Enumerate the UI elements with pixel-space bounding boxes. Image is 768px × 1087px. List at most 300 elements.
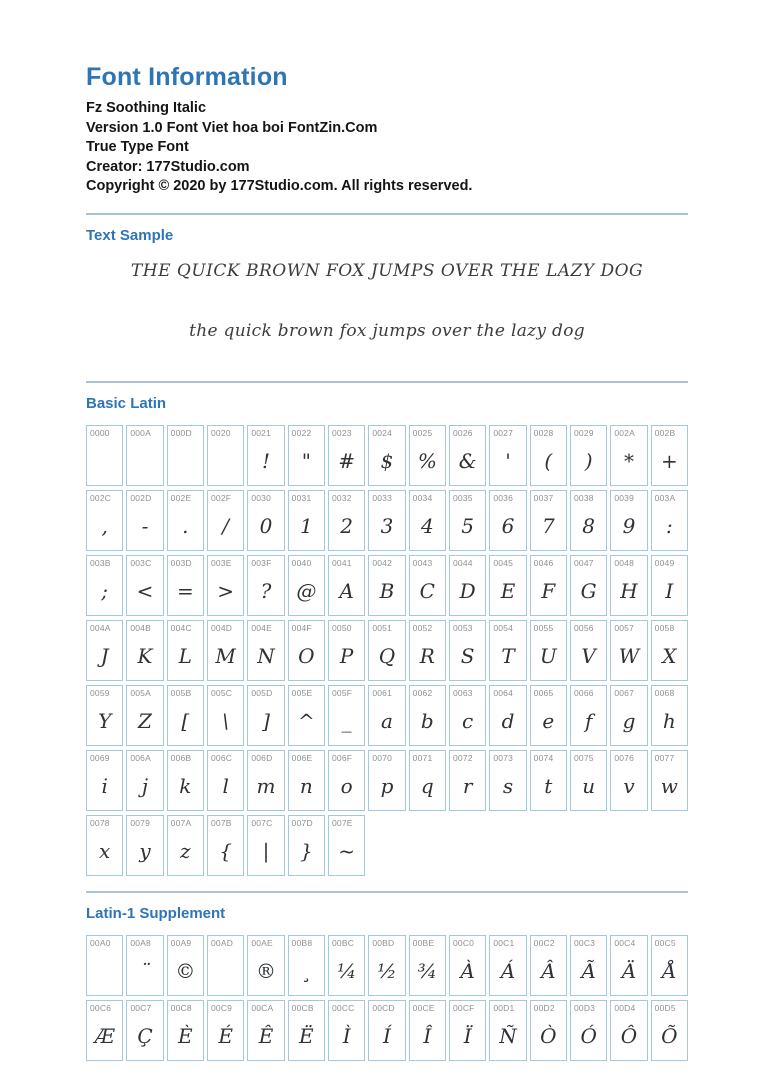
codepoint-label: 0055 bbox=[533, 622, 554, 633]
glyph-cell-0000 bbox=[86, 425, 123, 486]
glyph-cell-004B bbox=[126, 620, 163, 681]
glyph: Ì bbox=[342, 1023, 351, 1048]
codepoint-label: 0036 bbox=[493, 492, 514, 503]
glyph-cell-0028 bbox=[530, 425, 567, 486]
glyph: h bbox=[662, 708, 676, 733]
glyph: # bbox=[338, 448, 356, 473]
glyph: Ë bbox=[299, 1023, 314, 1048]
glyph: Â bbox=[541, 958, 556, 983]
codepoint-label: 0043 bbox=[412, 557, 433, 568]
glyph: = bbox=[176, 578, 194, 603]
glyph-cell-007E bbox=[328, 815, 365, 876]
glyph-cell-0024 bbox=[368, 425, 405, 486]
codepoint-label: 002B bbox=[654, 427, 676, 438]
font-copyright: Copyright © 2020 by 177Studio.com. All rights reserved. bbox=[86, 178, 473, 194]
glyph: K bbox=[137, 643, 153, 668]
glyph: A bbox=[339, 578, 354, 603]
glyph-cell-0030 bbox=[247, 490, 284, 551]
glyph: 7 bbox=[541, 513, 555, 538]
glyph-cell-0066 bbox=[570, 685, 607, 746]
codepoint-label: 0048 bbox=[614, 557, 635, 568]
glyph: E bbox=[500, 578, 516, 603]
codepoint-label: 00D5 bbox=[654, 1002, 676, 1013]
glyph-cell-00D5 bbox=[651, 1000, 688, 1061]
glyph: { bbox=[219, 838, 233, 863]
glyph: É bbox=[218, 1023, 233, 1048]
glyph-cell-003E bbox=[207, 555, 244, 616]
codepoint-label: 004E bbox=[251, 622, 272, 633]
glyph: © bbox=[175, 958, 196, 983]
glyph: > bbox=[217, 578, 235, 603]
glyph: 8 bbox=[582, 513, 596, 538]
glyph-cell-0039 bbox=[610, 490, 647, 551]
codepoint-label: 0064 bbox=[493, 687, 514, 698]
glyph: Y bbox=[98, 708, 112, 733]
codepoint-label: 00C5 bbox=[654, 937, 676, 948]
glyph-cell-003A bbox=[651, 490, 688, 551]
glyph-cell-0049 bbox=[651, 555, 688, 616]
page-content bbox=[86, 62, 688, 1061]
codepoint-label: 00D3 bbox=[573, 1002, 596, 1013]
glyph-cell-0040 bbox=[288, 555, 325, 616]
codepoint-label: 00CF bbox=[452, 1002, 475, 1013]
glyph: e bbox=[542, 708, 555, 733]
glyph: Ç bbox=[137, 1023, 153, 1048]
page-title: Font Information bbox=[86, 63, 288, 91]
glyph-cell-0046 bbox=[530, 555, 567, 616]
glyph: r bbox=[462, 773, 473, 798]
codepoint-label: 00A9 bbox=[170, 937, 192, 948]
glyph-cell-003C bbox=[126, 555, 163, 616]
glyph: U bbox=[539, 643, 557, 668]
glyph-cell-0067 bbox=[610, 685, 647, 746]
glyph: R bbox=[419, 643, 435, 668]
codepoint-label: 0022 bbox=[291, 427, 312, 438]
codepoint-label: 003C bbox=[130, 557, 152, 568]
glyph-cell-00BC bbox=[328, 935, 365, 996]
glyph: È bbox=[178, 1023, 193, 1048]
glyph-cell-0044 bbox=[449, 555, 486, 616]
glyph: , bbox=[101, 513, 108, 538]
glyph-cell-0073 bbox=[489, 750, 526, 811]
glyph: @ bbox=[296, 578, 317, 603]
glyph-cell-0054 bbox=[489, 620, 526, 681]
glyph: D bbox=[459, 578, 476, 603]
glyph bbox=[211, 949, 243, 993]
glyph-cell-00C4 bbox=[610, 935, 647, 996]
glyph-cell-00C7 bbox=[126, 1000, 163, 1061]
codepoint-label: 0031 bbox=[291, 492, 312, 503]
glyph: 1 bbox=[299, 513, 313, 538]
glyph: g bbox=[622, 708, 636, 733]
glyph: i bbox=[101, 773, 108, 798]
glyph: \ bbox=[222, 708, 230, 733]
glyph: / bbox=[222, 513, 230, 538]
glyph: [ bbox=[181, 708, 190, 733]
glyph-cell-0071 bbox=[409, 750, 446, 811]
text-sample-heading: Text Sample bbox=[86, 226, 174, 244]
glyph: 6 bbox=[501, 513, 515, 538]
glyph: * bbox=[623, 448, 634, 473]
glyph-cell-007D bbox=[288, 815, 325, 876]
basic-latin-heading: Basic Latin bbox=[86, 394, 167, 412]
codepoint-label: 0053 bbox=[452, 622, 473, 633]
glyph-cell-00CD bbox=[368, 1000, 405, 1061]
codepoint-label: 00D2 bbox=[533, 1002, 555, 1013]
basic-latin-grid bbox=[86, 425, 688, 876]
glyph-cell-00C2 bbox=[530, 935, 567, 996]
glyph-cell-0045 bbox=[489, 555, 526, 616]
glyph-cell-002A bbox=[610, 425, 647, 486]
glyph: s bbox=[502, 773, 514, 798]
codepoint-label: 0020 bbox=[210, 427, 231, 438]
codepoint-label: 0074 bbox=[533, 752, 554, 763]
glyph-cell-0031 bbox=[288, 490, 325, 551]
glyph: H bbox=[620, 578, 638, 603]
codepoint-label: 00C4 bbox=[614, 937, 636, 948]
codepoint-label: 0061 bbox=[372, 687, 393, 698]
codepoint-label: 003D bbox=[170, 557, 192, 568]
glyph: ; bbox=[101, 578, 109, 603]
codepoint-label: 0068 bbox=[654, 687, 675, 698]
glyph-cell-006B bbox=[167, 750, 204, 811]
glyph: Ê bbox=[258, 1023, 274, 1048]
codepoint-label: 0077 bbox=[654, 752, 675, 763]
glyph-cell-003F bbox=[247, 555, 284, 616]
codepoint-label: 0045 bbox=[493, 557, 514, 568]
glyph-cell-00CA bbox=[247, 1000, 284, 1061]
glyph-cell-00CB bbox=[288, 1000, 325, 1061]
glyph-cell-004E bbox=[247, 620, 284, 681]
font-type: True Type Font bbox=[86, 139, 189, 155]
codepoint-label: 005E bbox=[291, 687, 313, 698]
glyph: T bbox=[501, 643, 515, 668]
codepoint-label: 0027 bbox=[493, 427, 514, 438]
glyph: S bbox=[460, 643, 475, 668]
glyph-cell-003B bbox=[86, 555, 123, 616]
codepoint-label: 00A0 bbox=[90, 937, 111, 948]
glyph: y bbox=[139, 838, 151, 863]
codepoint-label: 0054 bbox=[493, 622, 514, 633]
glyph-cell-00A0 bbox=[86, 935, 123, 996]
codepoint-label: 00D1 bbox=[493, 1002, 515, 1013]
glyph: Ä bbox=[621, 958, 637, 983]
glyph: $ bbox=[380, 448, 394, 473]
glyph-cell-0029 bbox=[570, 425, 607, 486]
glyph: j bbox=[141, 773, 149, 798]
glyph: V bbox=[581, 643, 596, 668]
glyph-cell-005E bbox=[288, 685, 325, 746]
glyph-cell-0075 bbox=[570, 750, 607, 811]
glyph-cell-005F bbox=[328, 685, 365, 746]
glyph-cell-000A bbox=[126, 425, 163, 486]
glyph bbox=[211, 439, 243, 483]
glyph: x bbox=[99, 838, 111, 863]
glyph: Ï bbox=[463, 1023, 472, 1048]
glyph: ½ bbox=[377, 958, 397, 983]
glyph-cell-00CF bbox=[449, 1000, 486, 1061]
glyph-cell-00CC bbox=[328, 1000, 365, 1061]
codepoint-label: 00BE bbox=[412, 937, 435, 948]
glyph-cell-0052 bbox=[409, 620, 446, 681]
glyph-cell-0043 bbox=[409, 555, 446, 616]
glyph-cell-007C bbox=[247, 815, 284, 876]
glyph-cell-0058 bbox=[651, 620, 688, 681]
glyph-cell-0062 bbox=[409, 685, 446, 746]
codepoint-label: 002F bbox=[210, 492, 232, 503]
glyph: } bbox=[299, 838, 313, 863]
glyph: O bbox=[298, 643, 315, 668]
codepoint-label: 007C bbox=[251, 817, 273, 828]
glyph: ] bbox=[262, 708, 270, 733]
glyph: N bbox=[257, 643, 275, 668]
codepoint-label: 0067 bbox=[614, 687, 635, 698]
glyph: Ô bbox=[620, 1023, 638, 1048]
glyph: Ã bbox=[581, 958, 596, 983]
section-divider bbox=[86, 213, 688, 215]
glyph-cell-00D2 bbox=[530, 1000, 567, 1061]
glyph-cell-0021 bbox=[247, 425, 284, 486]
codepoint-label: 0069 bbox=[90, 752, 110, 763]
codepoint-label: 00C7 bbox=[130, 1002, 152, 1013]
glyph: Á bbox=[500, 958, 516, 983]
glyph-cell-003D bbox=[167, 555, 204, 616]
codepoint-label: 003F bbox=[251, 557, 272, 568]
codepoint-label: 007E bbox=[331, 817, 353, 828]
glyph-cell-0050 bbox=[328, 620, 365, 681]
glyph: f bbox=[584, 708, 593, 733]
glyph-cell-00D3 bbox=[570, 1000, 607, 1061]
codepoint-label: 006B bbox=[170, 752, 192, 763]
codepoint-label: 00C3 bbox=[573, 937, 596, 948]
glyph: v bbox=[623, 773, 635, 798]
glyph: Q bbox=[378, 643, 396, 668]
codepoint-label: 004D bbox=[210, 622, 233, 633]
codepoint-label: 00AD bbox=[210, 937, 234, 948]
glyph: ¾ bbox=[417, 958, 438, 983]
glyph-cell-005C bbox=[207, 685, 244, 746]
glyph-cell-0042 bbox=[368, 555, 405, 616]
glyph-cell-005A bbox=[126, 685, 163, 746]
codepoint-label: 0072 bbox=[452, 752, 473, 763]
glyph-cell-00C3 bbox=[570, 935, 607, 996]
glyph-cell-0053 bbox=[449, 620, 486, 681]
codepoint-label: 0050 bbox=[331, 622, 352, 633]
sample-text-lowercase: the quick brown fox jumps over the lazy dog bbox=[189, 320, 585, 341]
glyph-cell-00A8 bbox=[126, 935, 163, 996]
font-version: Version 1.0 Font Viet hoa boi FontZin.Com bbox=[86, 119, 378, 136]
latin1-supplement-heading: Latin-1 Supplement bbox=[86, 904, 226, 922]
glyph-cell-0034 bbox=[409, 490, 446, 551]
codepoint-label: 00D4 bbox=[614, 1002, 636, 1013]
glyph-cell-0048 bbox=[610, 555, 647, 616]
glyph: Z bbox=[138, 708, 152, 733]
codepoint-label: 0062 bbox=[412, 687, 433, 698]
glyph: a bbox=[381, 708, 393, 733]
glyph: Å bbox=[662, 958, 677, 983]
codepoint-label: 000D bbox=[170, 427, 192, 438]
glyph: Î bbox=[423, 1023, 432, 1048]
codepoint-label: 0063 bbox=[452, 687, 473, 698]
glyph-cell-000D bbox=[167, 425, 204, 486]
codepoint-label: 00CC bbox=[331, 1002, 355, 1013]
codepoint-label: 0051 bbox=[372, 622, 393, 633]
glyph-cell-00AD bbox=[207, 935, 244, 996]
glyph: W bbox=[618, 643, 640, 668]
codepoint-label: 005B bbox=[170, 687, 192, 698]
codepoint-label: 0033 bbox=[372, 492, 393, 503]
glyph-cell-0035 bbox=[449, 490, 486, 551]
glyph-cell-007B bbox=[207, 815, 244, 876]
glyph: ¨ bbox=[139, 958, 150, 983]
codepoint-label: 007B bbox=[210, 817, 232, 828]
glyph: q bbox=[420, 773, 434, 798]
codepoint-label: 00B8 bbox=[291, 937, 313, 948]
glyph: k bbox=[179, 773, 192, 798]
glyph: ^ bbox=[297, 708, 315, 733]
glyph: ~ bbox=[338, 838, 356, 863]
glyph-cell-007A bbox=[167, 815, 204, 876]
glyph: n bbox=[299, 773, 313, 798]
codepoint-label: 005C bbox=[210, 687, 233, 698]
codepoint-label: 0023 bbox=[331, 427, 352, 438]
codepoint-label: 0076 bbox=[614, 752, 635, 763]
glyph: m bbox=[256, 773, 276, 798]
glyph-cell-0037 bbox=[530, 490, 567, 551]
font-creator: Creator: 177Studio.com bbox=[86, 158, 250, 175]
glyph-cell-0061 bbox=[368, 685, 405, 746]
glyph-cell-00BE bbox=[409, 935, 446, 996]
glyph: ¸ bbox=[301, 958, 312, 983]
codepoint-label: 0046 bbox=[533, 557, 554, 568]
glyph: & bbox=[458, 448, 477, 473]
glyph-cell-002C bbox=[86, 490, 123, 551]
glyph-cell-0027 bbox=[489, 425, 526, 486]
glyph-cell-0036 bbox=[489, 490, 526, 551]
glyph: t bbox=[544, 773, 553, 798]
codepoint-label: 0052 bbox=[412, 622, 433, 633]
codepoint-label: 0071 bbox=[412, 752, 433, 763]
glyph-cell-0038 bbox=[570, 490, 607, 551]
codepoint-label: 0028 bbox=[533, 427, 554, 438]
glyph: d bbox=[501, 708, 515, 733]
codepoint-label: 007A bbox=[170, 817, 192, 828]
glyph: I bbox=[665, 578, 674, 603]
glyph-cell-002D bbox=[126, 490, 163, 551]
glyph-cell-0077 bbox=[651, 750, 688, 811]
glyph-cell-0023 bbox=[328, 425, 365, 486]
glyph bbox=[90, 949, 122, 993]
glyph-cell-005D bbox=[247, 685, 284, 746]
glyph-cell-0051 bbox=[368, 620, 405, 681]
codepoint-label: 0056 bbox=[573, 622, 594, 633]
codepoint-label: 0075 bbox=[573, 752, 594, 763]
glyph: < bbox=[136, 578, 154, 603]
codepoint-label: 004B bbox=[130, 622, 151, 633]
codepoint-label: 0066 bbox=[573, 687, 594, 698]
glyph: 9 bbox=[622, 513, 636, 538]
glyph: c bbox=[462, 708, 474, 733]
glyph: B bbox=[379, 578, 395, 603]
glyph: Ò bbox=[540, 1023, 557, 1048]
glyph: X bbox=[662, 643, 677, 668]
codepoint-label: 0029 bbox=[573, 427, 594, 438]
codepoint-label: 002E bbox=[170, 492, 192, 503]
glyph-cell-0064 bbox=[489, 685, 526, 746]
glyph-cell-005B bbox=[167, 685, 204, 746]
codepoint-label: 0021 bbox=[251, 427, 272, 438]
glyph: - bbox=[141, 513, 149, 538]
glyph: % bbox=[417, 448, 437, 473]
glyph: z bbox=[180, 838, 191, 863]
glyph: . bbox=[182, 513, 189, 538]
glyph: Ó bbox=[580, 1023, 597, 1048]
codepoint-label: 00BC bbox=[331, 937, 355, 948]
glyph-cell-00BD bbox=[368, 935, 405, 996]
codepoint-label: 005F bbox=[331, 687, 353, 698]
codepoint-label: 0035 bbox=[452, 492, 473, 503]
glyph: o bbox=[340, 773, 353, 798]
codepoint-label: 0038 bbox=[573, 492, 594, 503]
codepoint-label: 003B bbox=[90, 557, 111, 568]
glyph bbox=[90, 439, 122, 483]
codepoint-label: 00A8 bbox=[130, 937, 151, 948]
codepoint-label: 0079 bbox=[130, 817, 151, 828]
glyph-cell-0069 bbox=[86, 750, 123, 811]
glyph-cell-002B bbox=[651, 425, 688, 486]
glyph: Æ bbox=[94, 1023, 115, 1048]
glyph-cell-0072 bbox=[449, 750, 486, 811]
glyph: 4 bbox=[420, 513, 434, 538]
codepoint-label: 0059 bbox=[90, 687, 110, 698]
codepoint-label: 002A bbox=[614, 427, 635, 438]
glyph: ® bbox=[255, 958, 276, 983]
glyph-cell-004D bbox=[207, 620, 244, 681]
codepoint-label: 00C6 bbox=[90, 1002, 112, 1013]
spacer bbox=[86, 341, 688, 365]
glyph: J bbox=[100, 643, 109, 668]
glyph-cell-00C6 bbox=[86, 1000, 123, 1061]
glyph-cell-006C bbox=[207, 750, 244, 811]
codepoint-label: 0039 bbox=[614, 492, 635, 503]
codepoint-label: 0030 bbox=[251, 492, 272, 503]
glyph-cell-0033 bbox=[368, 490, 405, 551]
codepoint-label: 00CD bbox=[372, 1002, 395, 1013]
codepoint-label: 006D bbox=[251, 752, 273, 763]
codepoint-label: 005A bbox=[130, 687, 151, 698]
glyph-cell-0059 bbox=[86, 685, 123, 746]
codepoint-label: 0065 bbox=[533, 687, 554, 698]
glyph-cell-0041 bbox=[328, 555, 365, 616]
codepoint-label: 0044 bbox=[452, 557, 473, 568]
codepoint-label: 00C9 bbox=[210, 1002, 233, 1013]
glyph: G bbox=[580, 578, 597, 603]
codepoint-label: 0073 bbox=[493, 752, 514, 763]
glyph-cell-00CE bbox=[409, 1000, 446, 1061]
glyph: 0 bbox=[259, 513, 273, 538]
glyph: Ñ bbox=[499, 1023, 517, 1048]
codepoint-label: 0000 bbox=[90, 427, 110, 438]
codepoint-label: 003E bbox=[210, 557, 232, 568]
latin1-supplement-grid bbox=[86, 935, 688, 1061]
glyph-cell-006A bbox=[126, 750, 163, 811]
glyph-cell-0055 bbox=[530, 620, 567, 681]
glyph: ! bbox=[261, 448, 271, 473]
glyph: ¼ bbox=[336, 958, 357, 983]
glyph: ? bbox=[260, 578, 272, 603]
glyph-cell-0070 bbox=[368, 750, 405, 811]
glyph: + bbox=[660, 448, 678, 473]
